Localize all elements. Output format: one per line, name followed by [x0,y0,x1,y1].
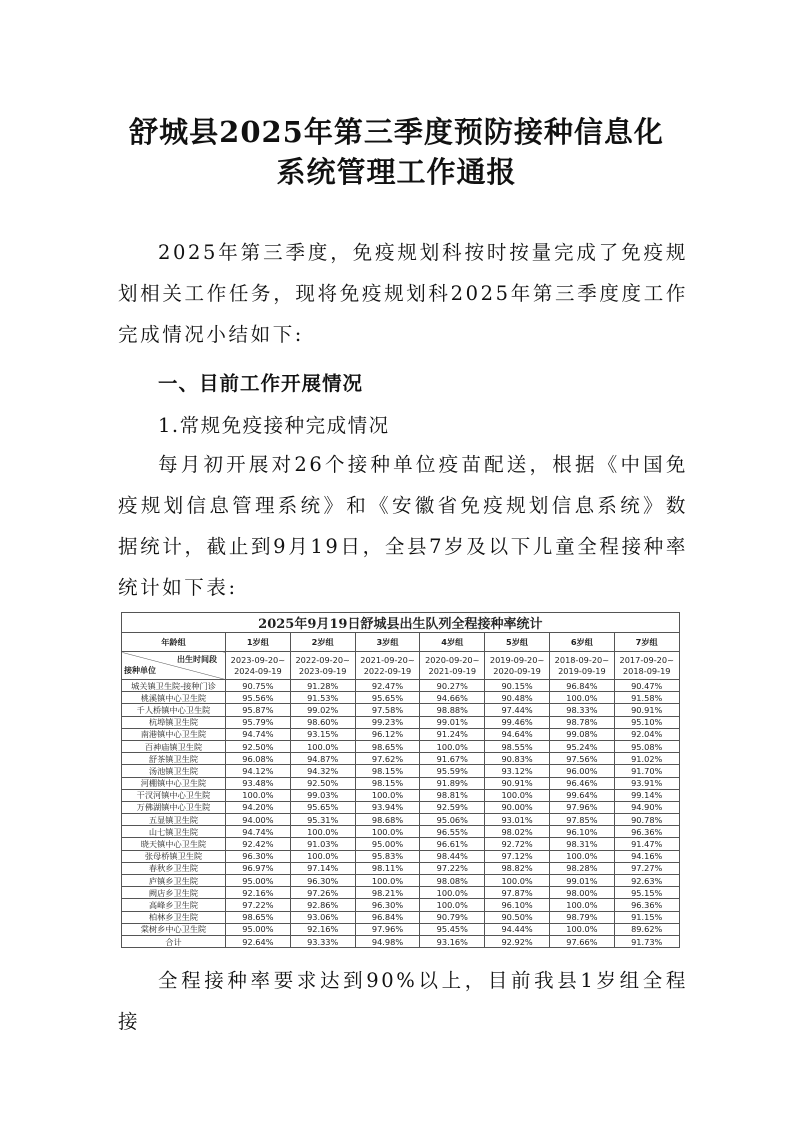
rate-cell: 92.50% [226,740,291,752]
rate-cell: 91.24% [420,728,485,740]
rate-cell: 93.06% [290,911,355,923]
birth-period-header-row [122,652,680,680]
period-start: 2018-09-20~ [554,654,610,665]
rate-cell: 98.31% [549,838,614,850]
rate-cell: 90.15% [485,680,550,692]
table-row [122,777,680,789]
unit-name-cell: 千人桥镇中心卫生院 [122,704,226,716]
rate-cell: 94.66% [420,692,485,704]
rate-cell: 100.0% [355,875,420,887]
rate-cell: 95.56% [226,692,291,704]
rate-cell: 98.15% [355,777,420,789]
rate-cell: 91.53% [290,692,355,704]
table-row [122,899,680,911]
unit-name-cell: 五显镇卫生院 [122,814,226,826]
table-row [122,862,680,874]
age-group-header: 7岁组 [614,633,679,652]
rate-cell: 90.79% [420,911,485,923]
rate-cell: 100.0% [420,899,485,911]
rate-cell: 97.58% [355,704,420,716]
rate-cell: 97.87% [485,887,550,899]
rate-cell: 96.61% [420,838,485,850]
rate-cell: 90.48% [485,692,550,704]
rate-cell: 92.47% [355,680,420,692]
rate-cell: 97.85% [549,814,614,826]
rate-cell: 96.12% [355,728,420,740]
rate-cell: 92.42% [226,838,291,850]
rate-cell: 92.64% [226,935,291,947]
rate-cell: 98.78% [549,716,614,728]
birth-period-cell [614,652,679,680]
rate-cell: 93.94% [355,801,420,813]
unit-name-cell: 杭埠镇卫生院 [122,716,226,728]
rate-cell: 96.36% [614,899,679,911]
rate-cell: 100.0% [420,887,485,899]
age-group-header: 5岁组 [485,633,550,652]
period-end: 2018-09-19 [622,665,671,676]
unit-name-cell: 桃溪镇中心卫生院 [122,692,226,704]
rate-cell: 100.0% [549,850,614,862]
rate-cell: 95.08% [614,740,679,752]
birth-period-cell [290,652,355,680]
rate-cell: 96.84% [549,680,614,692]
rate-cell: 92.72% [485,838,550,850]
rate-cell: 93.01% [485,814,550,826]
body-paragraph: 每月初开展对26个接种单位疫苗配送，根据《中国免疫规划信息管理系统》和《安徽省免疫规划信息系统》数据统计，截止到9月19日，全县7岁及以下儿童全程接种率统计如下表: [118,453,688,599]
rate-cell: 100.0% [355,789,420,801]
rate-cell: 97.96% [549,801,614,813]
period-start: 2021-09-20~ [360,654,415,665]
unit-name-cell: 城关镇卫生院-接种门诊 [122,680,226,692]
rate-cell: 95.87% [226,704,291,716]
unit-name-cell: 庐镇乡卫生院 [122,875,226,887]
period-end: 2021-09-19 [428,665,477,676]
rate-cell: 99.02% [290,704,355,716]
table-row [122,887,680,899]
rate-cell: 97.62% [355,753,420,765]
rate-cell: 100.0% [420,740,485,752]
subsection-heading: 1.常规免疫接种完成情况 [158,414,390,437]
rate-cell: 92.59% [420,801,485,813]
rate-cell: 90.91% [614,704,679,716]
rate-cell: 98.68% [355,814,420,826]
rate-cell: 98.88% [420,704,485,716]
rate-cell: 93.12% [485,765,550,777]
table-row [122,753,680,765]
rate-cell: 95.00% [355,838,420,850]
rate-cell: 95.00% [226,875,291,887]
rate-cell: 98.55% [485,740,550,752]
rate-cell: 99.01% [549,875,614,887]
document-title-line2: 系统管理工作通报 [276,155,517,189]
rate-cell: 93.33% [290,935,355,947]
section-heading: 一、目前工作开展情况 [158,372,364,395]
period-end: 2023-09-19 [298,665,347,676]
unit-name-cell: 汤池镇卫生院 [122,765,226,777]
rate-cell: 96.30% [226,850,291,862]
birth-period-cell [549,652,614,680]
rate-cell: 100.0% [290,826,355,838]
table-row [122,765,680,777]
unit-name-cell: 河棚镇中心卫生院 [122,777,226,789]
period-end: 2024-09-19 [234,665,282,676]
table-row [122,692,680,704]
period-start: 2019-09-20~ [489,654,545,665]
table-total-row [122,935,680,947]
unit-name-cell: 合计 [122,935,226,947]
rate-cell: 97.14% [290,862,355,874]
rate-cell: 90.27% [420,680,485,692]
rate-cell: 100.0% [549,923,614,935]
rate-cell: 89.62% [614,923,679,935]
rate-cell: 99.64% [549,789,614,801]
rate-cell: 92.92% [485,935,550,947]
rate-cell: 90.91% [485,777,550,789]
rate-cell: 97.66% [549,935,614,947]
unit-name-cell: 柏林乡卫生院 [122,911,226,923]
unit-name-cell: 干汊河镇中心卫生院 [122,789,226,801]
table-caption: 2025年9月19日舒城县出生队列全程接种率统计 [122,613,680,633]
rate-cell: 95.24% [549,740,614,752]
rate-cell: 95.59% [420,765,485,777]
rate-cell: 96.46% [549,777,614,789]
unit-name-cell: 春秋乡卫生院 [122,862,226,874]
rate-cell: 90.83% [485,753,550,765]
rate-cell: 91.58% [614,692,679,704]
rate-cell: 94.32% [290,765,355,777]
rate-cell: 95.10% [614,716,679,728]
rate-cell: 94.74% [226,826,291,838]
rate-cell: 99.01% [420,716,485,728]
unit-name-cell: 张母桥镇卫生院 [122,850,226,862]
rate-cell: 94.00% [226,814,291,826]
birth-period-cell [355,652,420,680]
rate-cell: 96.36% [614,826,679,838]
rate-cell: 99.23% [355,716,420,728]
rate-cell: 96.10% [485,899,550,911]
rate-cell: 100.0% [226,789,291,801]
rate-cell: 100.0% [485,789,550,801]
rate-cell: 99.14% [614,789,679,801]
rate-cell: 100.0% [549,899,614,911]
period-start: 2023-09-20~ [230,654,286,665]
rate-cell: 92.86% [290,899,355,911]
age-group-header: 2岁组 [290,633,355,652]
rate-cell: 91.15% [614,911,679,923]
intro-paragraph: 2025年第三季度，免疫规划科按时按量完成了免疫规划相关工作任务，现将免疫规划科2025年第三季度度工作完成情况小结如下: [118,241,688,346]
unit-name-cell: 晓天镇中心卫生院 [122,838,226,850]
table-row [122,826,680,838]
rate-cell: 94.87% [290,753,355,765]
rate-cell: 100.0% [355,826,420,838]
age-group-header: 4岁组 [420,633,485,652]
rate-cell: 98.79% [549,911,614,923]
rate-cell: 97.26% [290,887,355,899]
rate-cell: 92.16% [290,923,355,935]
rate-cell: 98.65% [226,911,291,923]
unit-name-cell: 棠树乡中心卫生院 [122,923,226,935]
rate-cell: 91.03% [290,838,355,850]
rate-cell: 96.55% [420,826,485,838]
rate-cell: 94.12% [226,765,291,777]
birth-period-cell [485,652,550,680]
rate-cell: 99.03% [290,789,355,801]
rate-cell: 90.47% [614,680,679,692]
rate-cell: 90.78% [614,814,679,826]
age-group-header: 6岁组 [549,633,614,652]
period-end: 2022-09-19 [363,665,412,676]
rate-cell: 98.08% [420,875,485,887]
rate-cell: 97.22% [420,862,485,874]
rate-cell: 90.50% [485,911,550,923]
period-start: 2017-09-20~ [619,654,674,665]
birth-period-label: 出生时间段 [177,655,217,664]
diagonal-header-cell [122,652,226,680]
rate-cell: 95.65% [355,692,420,704]
rate-cell: 94.64% [485,728,550,740]
rate-cell: 95.65% [290,801,355,813]
age-group-label: 年龄组 [122,633,226,652]
rate-cell: 98.02% [485,826,550,838]
table-row [122,716,680,728]
rate-cell: 93.91% [614,777,679,789]
rate-cell: 97.12% [485,850,550,862]
table-row [122,923,680,935]
period-start: 2022-09-20~ [295,654,350,665]
rate-cell: 97.44% [485,704,550,716]
unit-name-cell: 南港镇中心卫生院 [122,728,226,740]
rate-cell: 91.47% [614,838,679,850]
table-row [122,680,680,692]
rate-cell: 95.06% [420,814,485,826]
table-row [122,704,680,716]
rate-cell: 98.11% [355,862,420,874]
rate-cell: 93.16% [420,935,485,947]
vaccination-rate-table [121,612,680,948]
rate-cell: 92.16% [226,887,291,899]
rate-cell: 95.00% [226,923,291,935]
rate-cell: 95.45% [420,923,485,935]
unit-label: 接种单位 [124,666,156,675]
table-row [122,801,680,813]
rate-cell: 100.0% [290,740,355,752]
unit-name-cell: 万佛湖镇中心卫生院 [122,801,226,813]
document-title-line1: 舒城县2025年第三季度预防接种信息化 [129,115,664,149]
rate-cell: 91.02% [614,753,679,765]
rate-cell: 94.16% [614,850,679,862]
rate-cell: 100.0% [485,875,550,887]
rate-cell: 94.20% [226,801,291,813]
table-row [122,740,680,752]
rate-cell: 97.56% [549,753,614,765]
rate-cell: 96.08% [226,753,291,765]
period-end: 2020-09-19 [493,665,541,676]
rate-cell: 98.44% [420,850,485,862]
rate-cell: 97.27% [614,862,679,874]
rate-cell: 94.98% [355,935,420,947]
rate-cell: 99.08% [549,728,614,740]
unit-name-cell: 百神庙镇卫生院 [122,740,226,752]
rate-cell: 96.00% [549,765,614,777]
rate-cell: 91.73% [614,935,679,947]
age-group-header: 3岁组 [355,633,420,652]
rate-cell: 95.31% [290,814,355,826]
birth-period-cell [226,652,291,680]
rate-cell: 98.60% [290,716,355,728]
table-row [122,838,680,850]
age-group-header: 1岁组 [226,633,291,652]
rate-cell: 97.22% [226,899,291,911]
rate-cell: 95.15% [614,887,679,899]
rate-cell: 93.48% [226,777,291,789]
rate-cell: 91.70% [614,765,679,777]
rate-cell: 98.65% [355,740,420,752]
table-row [122,875,680,887]
rate-cell: 99.46% [485,716,550,728]
period-end: 2019-09-19 [558,665,606,676]
rate-cell: 90.00% [485,801,550,813]
rate-cell: 91.67% [420,753,485,765]
table-row [122,814,680,826]
rate-cell: 91.28% [290,680,355,692]
rate-cell: 95.79% [226,716,291,728]
rate-cell: 92.50% [290,777,355,789]
rate-cell: 100.0% [549,692,614,704]
table-row [122,728,680,740]
rate-cell: 98.00% [549,887,614,899]
rate-cell: 94.44% [485,923,550,935]
rate-cell: 95.83% [355,850,420,862]
rate-cell: 94.74% [226,728,291,740]
rate-cell: 96.10% [549,826,614,838]
rate-cell: 98.82% [485,862,550,874]
unit-name-cell: 阙店乡卫生院 [122,887,226,899]
rate-cell: 96.30% [290,875,355,887]
rate-cell: 98.15% [355,765,420,777]
rate-cell: 98.28% [549,862,614,874]
table-row [122,789,680,801]
rate-cell: 91.89% [420,777,485,789]
unit-name-cell: 舒茶镇卫生院 [122,753,226,765]
rate-cell: 92.63% [614,875,679,887]
table-row [122,850,680,862]
rate-cell: 98.21% [355,887,420,899]
rate-cell: 100.0% [290,850,355,862]
period-start: 2020-09-20~ [425,654,480,665]
rate-cell: 96.84% [355,911,420,923]
rate-cell: 98.81% [420,789,485,801]
rate-cell: 96.97% [226,862,291,874]
rate-cell: 98.33% [549,704,614,716]
rate-cell: 96.30% [355,899,420,911]
table-row [122,911,680,923]
rate-cell: 97.96% [355,923,420,935]
rate-cell: 90.75% [226,680,291,692]
rate-cell: 94.90% [614,801,679,813]
unit-name-cell: 山七镇卫生院 [122,826,226,838]
birth-period-cell [420,652,485,680]
closing-paragraph: 全程接种率要求达到90%以上，目前我县1岁组全程接 [118,969,688,1033]
age-group-header-row [122,633,680,652]
unit-name-cell: 高峰乡卫生院 [122,899,226,911]
rate-cell: 92.04% [614,728,679,740]
rate-cell: 93.15% [290,728,355,740]
